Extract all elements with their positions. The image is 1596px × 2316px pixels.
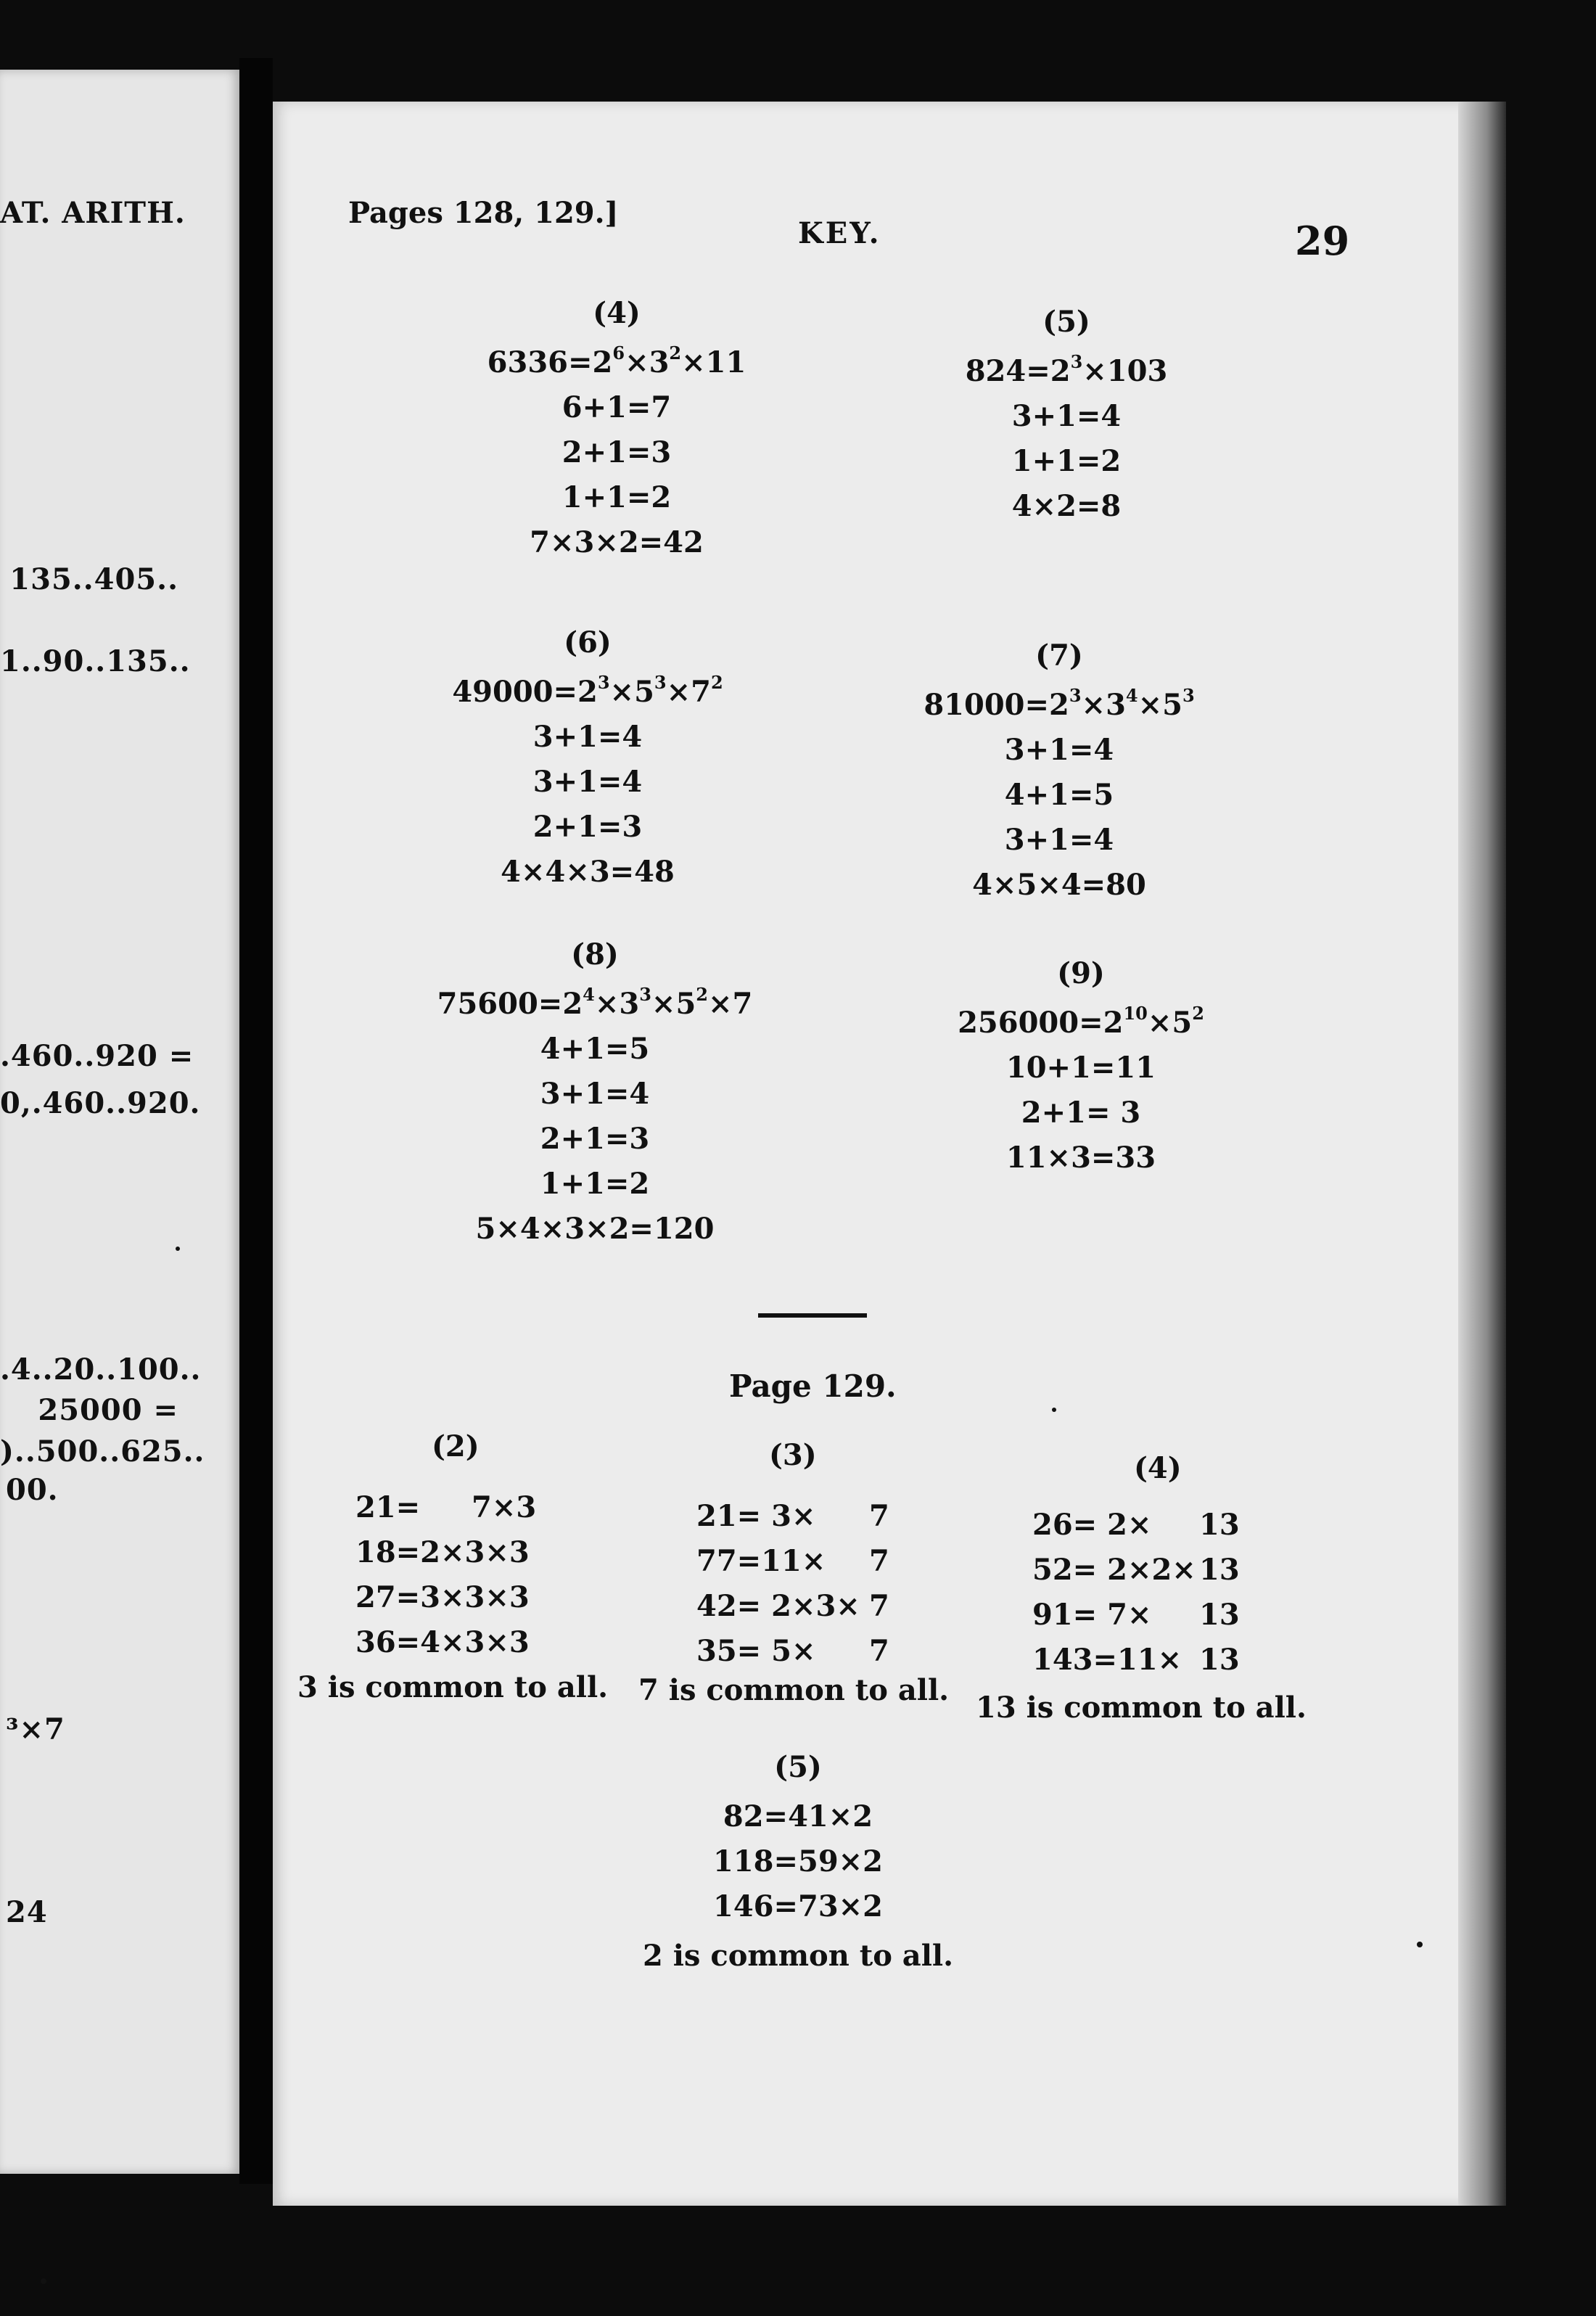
problem-129-2 — [297, 1429, 631, 1720]
row-text: 7 — [868, 1588, 889, 1623]
table-row — [696, 1493, 889, 1538]
problem-footer: 2 is common to all. — [642, 1939, 954, 1973]
problem-129-5 — [609, 1750, 987, 1979]
equation-line: 1+1=2 — [540, 1167, 650, 1201]
equation-line: 2+1=3 — [540, 1122, 650, 1156]
equation-line: 3+1=4 — [532, 765, 643, 799]
equation-line: 3+1=4 — [1011, 399, 1122, 433]
scan-speck — [1052, 1408, 1056, 1412]
row-text: 7 — [868, 1543, 889, 1578]
equation-line: 3+1=4 — [1004, 733, 1114, 767]
left-page-line: 0,.460..920. — [0, 1086, 201, 1120]
problem-label: (7) — [1035, 638, 1083, 673]
problem-footer: 13 is common to all. — [976, 1691, 1307, 1725]
running-head-pages: Pages 128, 129.] — [348, 196, 619, 230]
left-page-line: 24 — [6, 1895, 48, 1929]
left-page-header: AT. ARITH. — [0, 196, 186, 230]
table-row — [1032, 1592, 1240, 1637]
problem-128-9 — [921, 956, 1241, 1180]
table-row — [355, 1619, 536, 1664]
equation-line: 2+1= 3 — [1021, 1096, 1141, 1130]
row-text: 42= 2×3× — [696, 1588, 860, 1623]
table-row — [355, 1574, 536, 1619]
equation-line: 2+1=3 — [562, 435, 672, 469]
left-page-line: 25000 = — [38, 1393, 178, 1427]
problem-label: (4) — [593, 296, 641, 330]
left-page-line: 135..405.. — [9, 562, 178, 596]
equation-line: 11×3=33 — [1005, 1141, 1156, 1175]
table-row — [355, 1529, 536, 1574]
equation-line: 5×4×3×2=120 — [475, 1212, 715, 1246]
equation-line: 1+1=2 — [1011, 444, 1122, 478]
row-text: 21= 3× — [696, 1498, 816, 1533]
left-page-line: 00. — [6, 1473, 59, 1507]
page-edge — [1458, 102, 1506, 2206]
problem-footer: 7 is common to all. — [638, 1673, 950, 1707]
problem-label: (2) — [432, 1429, 480, 1463]
row-text: 13 — [1199, 1597, 1240, 1632]
row-text: 52= 2×2× — [1032, 1552, 1196, 1587]
equation-line: 2+1=3 — [532, 810, 643, 844]
table-row — [696, 1628, 889, 1673]
page-129-heading: Page 129. — [729, 1368, 897, 1404]
problem-label: (3) — [769, 1438, 817, 1472]
problem-label: (6) — [564, 625, 612, 660]
table-row — [1032, 1502, 1240, 1547]
left-page-line: .4..20..100.. — [0, 1352, 202, 1387]
equation-line: 3+1=4 — [540, 1077, 650, 1111]
row-text: 7 — [868, 1498, 889, 1533]
equation-line: $824=2^3\times 103$ — [965, 351, 1168, 388]
table-row — [355, 1485, 536, 1529]
table-row — [1032, 1547, 1240, 1592]
row-text: 21= — [355, 1490, 421, 1524]
book-gutter — [239, 58, 273, 2184]
row-text: 7×3 — [472, 1490, 537, 1524]
equation-line: 4×5×4=80 — [972, 868, 1146, 902]
scan-speck — [1417, 1942, 1423, 1947]
equation-line: $6336=2^6\times 3^2\times 11$ — [487, 342, 746, 379]
row-text: 13 — [1199, 1507, 1240, 1542]
row-text: 13 — [1199, 1552, 1240, 1587]
left-page-line: .460..920 = — [0, 1039, 194, 1073]
row-text: 26= 2× — [1032, 1507, 1152, 1542]
row-text: 7 — [868, 1633, 889, 1668]
equation-line: 4×4×3=48 — [501, 855, 675, 889]
left-page-line: ³×7 — [6, 1712, 65, 1746]
table-row — [1032, 1637, 1240, 1682]
row-text: 18=2×3×3 — [355, 1535, 530, 1569]
problem-label: (4) — [1134, 1451, 1182, 1485]
equation-line: 1+1=2 — [562, 480, 672, 514]
equation-line: 7×3×2=42 — [530, 525, 704, 559]
problem-footer: 3 is common to all. — [297, 1670, 609, 1704]
row-text: 35= 5× — [696, 1633, 816, 1668]
problem-label: (9) — [1057, 956, 1105, 990]
problem-129-4 — [976, 1451, 1324, 1741]
problem-128-7 — [885, 638, 1233, 908]
problem-128-6 — [406, 625, 769, 895]
table-row — [696, 1583, 889, 1628]
scan-speck — [41, 2278, 46, 2284]
row-text: 143=11× — [1032, 1642, 1182, 1677]
problem-label: (5) — [1042, 305, 1090, 339]
problem-128-4 — [450, 296, 783, 565]
table-row — [696, 1538, 889, 1583]
problem-label: (8) — [571, 937, 619, 972]
row-text: 13 — [1199, 1642, 1240, 1677]
page-number: 29 — [1295, 218, 1350, 264]
equation-line: $256000=2^{10}\times 5^2$ — [958, 1003, 1204, 1040]
row-text: 36=4×3×3 — [355, 1625, 530, 1659]
equation-line: 10+1=11 — [1005, 1051, 1156, 1085]
equation-line: 6+1=7 — [562, 390, 672, 424]
section-divider — [758, 1313, 867, 1318]
equation-line: 146=73×2 — [712, 1889, 884, 1923]
equation-line: 82=41×2 — [723, 1799, 873, 1834]
problem-129-3 — [638, 1438, 958, 1728]
equation-line: 118=59×2 — [712, 1844, 884, 1878]
equation-line: 4×2=8 — [1011, 489, 1122, 523]
scan-speck — [176, 1247, 180, 1251]
left-page-line: )..500..625.. — [0, 1434, 205, 1469]
row-text: 27=3×3×3 — [355, 1580, 530, 1614]
equation-line: 3+1=4 — [1004, 823, 1114, 857]
left-page-line: 1..90..135.. — [0, 644, 191, 678]
equation-line: 4+1=5 — [540, 1032, 650, 1066]
row-text: 91= 7× — [1032, 1597, 1152, 1632]
equation-line: $49000=2^3\times 5^3\times 7^2$ — [452, 672, 723, 709]
equation-line: 3+1=4 — [532, 720, 643, 754]
equation-line: $75600=2^4\times 3^3\times 5^2\times 7$ — [437, 984, 753, 1021]
equation-line: 4+1=5 — [1004, 778, 1114, 812]
equation-line: $81000=2^3\times 3^4\times 5^3$ — [924, 685, 1195, 722]
running-head-title: KEY. — [798, 216, 881, 250]
problem-label: (5) — [774, 1750, 822, 1784]
left-facing-page — [0, 70, 239, 2174]
problem-128-8 — [392, 937, 798, 1252]
row-text: 77=11× — [696, 1543, 826, 1578]
problem-128-5 — [900, 305, 1233, 529]
